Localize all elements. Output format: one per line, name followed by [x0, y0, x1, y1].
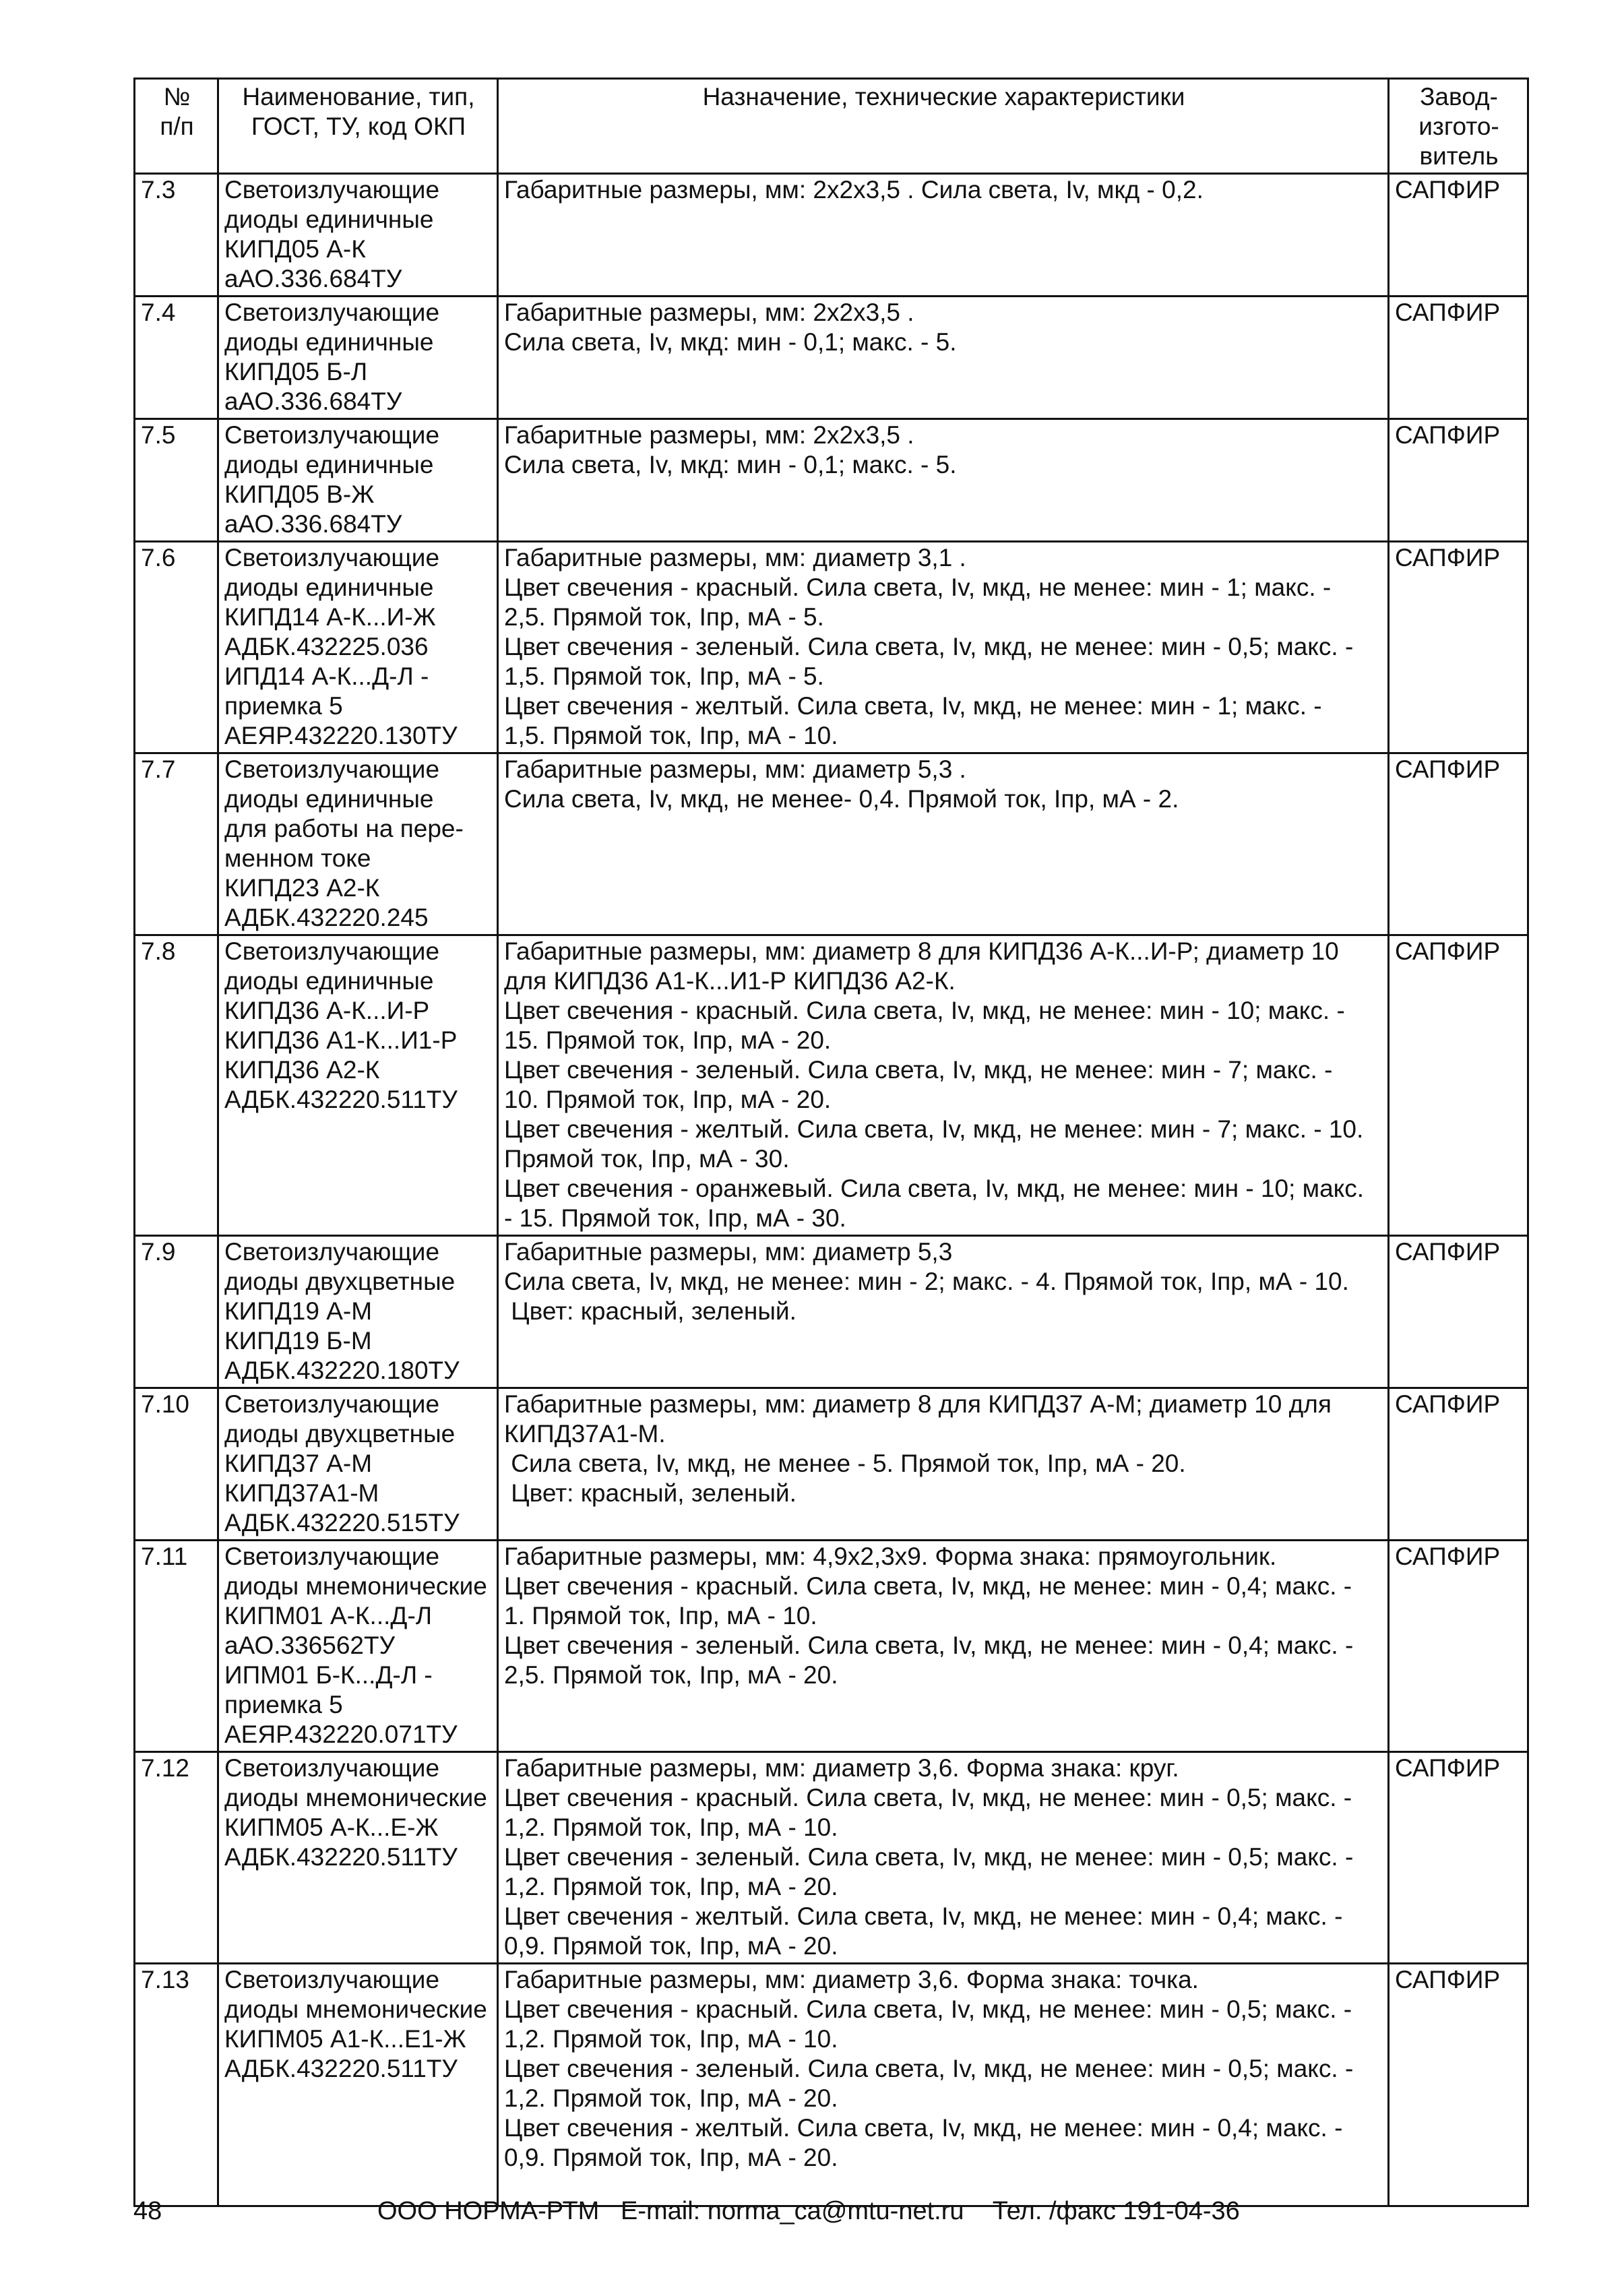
row-name: Светоизлучающие диоды единичные КИПД05 А-К аАО.336.684ТУ	[218, 174, 498, 297]
row-name: Светоизлучающие диоды единичные КИПД05 В-Ж аАО.336.684ТУ	[218, 419, 498, 542]
spec-table	[133, 77, 1529, 2207]
row-spec: Габаритные размеры, мм: диаметр 5,3 . Сила света, Iv, мкд, не менее- 0,4. Прямой ток, Iпр, мА - 2.	[498, 753, 1389, 935]
row-spec: Габаритные размеры, мм: диаметр 3,6. Форма знака: точка. Цвет свечения - красный. Сила света, Iv, мкд, не менее: мин - 0,5; макс. - 1,2. Прямой ток, Iпр, мА - 10. Цвет свечения - зеленый. Сила света, Iv, мкд, не менее: мин - 0,5; макс. - 1,2. Прямой ток, Iпр, мА - 20. Цвет свечения - желтый. Сила света, Iv, мкд, не менее: мин - 0,4; макс. - 0,9. Прямой ток, Iпр, мА - 20.	[498, 1964, 1389, 2206]
row-number: 7.12	[135, 1752, 218, 1964]
row-spec: Габаритные размеры, мм: 2х2х3,5 . Сила света, Iv, мкд - 0,2.	[498, 174, 1389, 297]
table-row	[135, 419, 1528, 542]
row-number: 7.10	[135, 1388, 218, 1541]
row-number: 7.3	[135, 174, 218, 297]
footer-contact: ООО НОРМА-РТМ E-mail: norma_ca@mtu-net.ru Тел. /факс 191-04-36	[377, 2197, 1240, 2225]
row-manufacturer: САПФИР	[1389, 1388, 1528, 1541]
row-number: 7.8	[135, 935, 218, 1236]
row-spec: Габаритные размеры, мм: диаметр 5,3 Сила света, Iv, мкд, не менее: мин - 2; макс. - 4. Прямой ток, Iпр, мА - 10. Цвет: красный, зеленый.	[498, 1236, 1389, 1388]
row-name: Светоизлучающие диоды мнемонические КИПМ01 А-К...Д-Л аАО.336562ТУ ИПМ01 Б-К...Д-Л - приемка 5 АЕЯР.432220.071ТУ	[218, 1541, 498, 1752]
row-manufacturer: САПФИР	[1389, 174, 1528, 297]
row-manufacturer: САПФИР	[1389, 297, 1528, 419]
table-row	[135, 297, 1528, 419]
table-row	[135, 1236, 1528, 1388]
table-row	[135, 935, 1528, 1236]
row-manufacturer: САПФИР	[1389, 753, 1528, 935]
row-number: 7.11	[135, 1541, 218, 1752]
table-row	[135, 753, 1528, 935]
row-name: Светоизлучающие диоды единичные КИПД36 А-К...И-Р КИПД36 А1-К...И1-Р КИПД36 А2-К АДБК.432220.511ТУ	[218, 935, 498, 1236]
row-manufacturer: САПФИР	[1389, 1964, 1528, 2206]
row-spec: Габаритные размеры, мм: диаметр 8 для КИПД36 А-К...И-Р; диаметр 10 для КИПД36 А1-К...И1-Р КИПД36 А2-К. Цвет свечения - красный. Сила света, Iv, мкд, не менее: мин - 10; макс. - 15. Прямой ток, Iпр, мА - 20. Цвет свечения - зеленый. Сила света, Iv, мкд, не менее: мин - 7; макс. - 10. Прямой ток, Iпр, мА - 20. Цвет свечения - желтый. Сила света, Iv, мкд, не менее: мин - 7; макс. - 10. Прямой ток, Iпр, мА - 30. Цвет свечения - оранжевый. Сила света, Iv, мкд, не менее: мин - 10; макс. - 15. Прямой ток, Iпр, мА - 30.	[498, 935, 1389, 1236]
row-manufacturer: САПФИР	[1389, 419, 1528, 542]
table-row	[135, 542, 1528, 753]
row-spec: Габаритные размеры, мм: 4,9х2,3х9. Форма знака: прямоугольник. Цвет свечения - красный. Сила света, Iv, мкд, не менее: мин - 0,4; макс. - 1. Прямой ток, Iпр, мА - 10. Цвет свечения - зеленый. Сила света, Iv, мкд, не менее: мин - 0,4; макс. - 2,5. Прямой ток, Iпр, мА - 20.	[498, 1541, 1389, 1752]
row-name: Светоизлучающие диоды двухцветные КИПД37 А-М КИПД37А1-М АДБК.432220.515ТУ	[218, 1388, 498, 1541]
row-spec: Габаритные размеры, мм: диаметр 3,6. Форма знака: круг. Цвет свечения - красный. Сила света, Iv, мкд, не менее: мин - 0,5; макс. - 1,2. Прямой ток, Iпр, мА - 10. Цвет свечения - зеленый. Сила света, Iv, мкд, не менее: мин - 0,5; макс. - 1,2. Прямой ток, Iпр, мА - 20. Цвет свечения - желтый. Сила света, Iv, мкд, не менее: мин - 0,4; макс. - 0,9. Прямой ток, Iпр, мА - 20.	[498, 1752, 1389, 1964]
row-number: 7.9	[135, 1236, 218, 1388]
row-name: Светоизлучающие диоды двухцветные КИПД19 А-М КИПД19 Б-М АДБК.432220.180ТУ	[218, 1236, 498, 1388]
page-number: 48	[133, 2197, 162, 2225]
header-manufacturer: Завод- изгото- витель	[1389, 79, 1528, 174]
header-name: Наименование, тип, ГОСТ, ТУ, код ОКП	[218, 79, 498, 174]
row-manufacturer: САПФИР	[1389, 1236, 1528, 1388]
row-spec: Габаритные размеры, мм: 2х2х3,5 . Сила света, Iv, мкд: мин - 0,1; макс. - 5.	[498, 419, 1389, 542]
row-manufacturer: САПФИР	[1389, 1541, 1528, 1752]
table-row	[135, 1752, 1528, 1964]
row-number: 7.5	[135, 419, 218, 542]
row-spec: Габаритные размеры, мм: диаметр 8 для КИПД37 А-М; диаметр 10 для КИПД37А1-М. Сила света, Iv, мкд, не менее - 5. Прямой ток, Iпр, мА - 20. Цвет: красный, зеленый.	[498, 1388, 1389, 1541]
table-row	[135, 1541, 1528, 1752]
row-number: 7.7	[135, 753, 218, 935]
row-name: Светоизлучающие диоды мнемонические КИПМ05 А-К...Е-Ж АДБК.432220.511ТУ	[218, 1752, 498, 1964]
header-spec: Назначение, технические характеристики	[498, 79, 1389, 174]
table-row	[135, 1388, 1528, 1541]
table-header-row	[135, 79, 1528, 174]
row-spec: Габаритные размеры, мм: диаметр 3,1 . Цвет свечения - красный. Сила света, Iv, мкд, не менее: мин - 1; макс. - 2,5. Прямой ток, Iпр, мА - 5. Цвет свечения - зеленый. Сила света, Iv, мкд, не менее: мин - 0,5; макс. - 1,5. Прямой ток, Iпр, мА - 5. Цвет свечения - желтый. Сила света, Iv, мкд, не менее: мин - 1; макс. - 1,5. Прямой ток, Iпр, мА - 10.	[498, 542, 1389, 753]
row-manufacturer: САПФИР	[1389, 1752, 1528, 1964]
row-spec: Габаритные размеры, мм: 2х2х3,5 . Сила света, Iv, мкд: мин - 0,1; макс. - 5.	[498, 297, 1389, 419]
row-name: Светоизлучающие диоды мнемонические КИПМ05 А1-К...Е1-Ж АДБК.432220.511ТУ	[218, 1964, 498, 2206]
row-name: Светоизлучающие диоды единичные КИПД14 А-К...И-Ж АДБК.432225.036 ИПД14 А-К...Д-Л - приемка 5 АЕЯР.432220.130ТУ	[218, 542, 498, 753]
row-manufacturer: САПФИР	[1389, 542, 1528, 753]
row-number: 7.4	[135, 297, 218, 419]
row-number: 7.6	[135, 542, 218, 753]
table-row	[135, 1964, 1528, 2206]
row-name: Светоизлучающие диоды единичные КИПД05 Б-Л аАО.336.684ТУ	[218, 297, 498, 419]
row-manufacturer: САПФИР	[1389, 935, 1528, 1236]
table-row	[135, 174, 1528, 297]
page-footer	[0, 2197, 1624, 2237]
header-number: № п/п	[135, 79, 218, 174]
row-number: 7.13	[135, 1964, 218, 2206]
row-name: Светоизлучающие диоды единичные для работы на пере- менном токе КИПД23 А2-К АДБК.432220.245	[218, 753, 498, 935]
